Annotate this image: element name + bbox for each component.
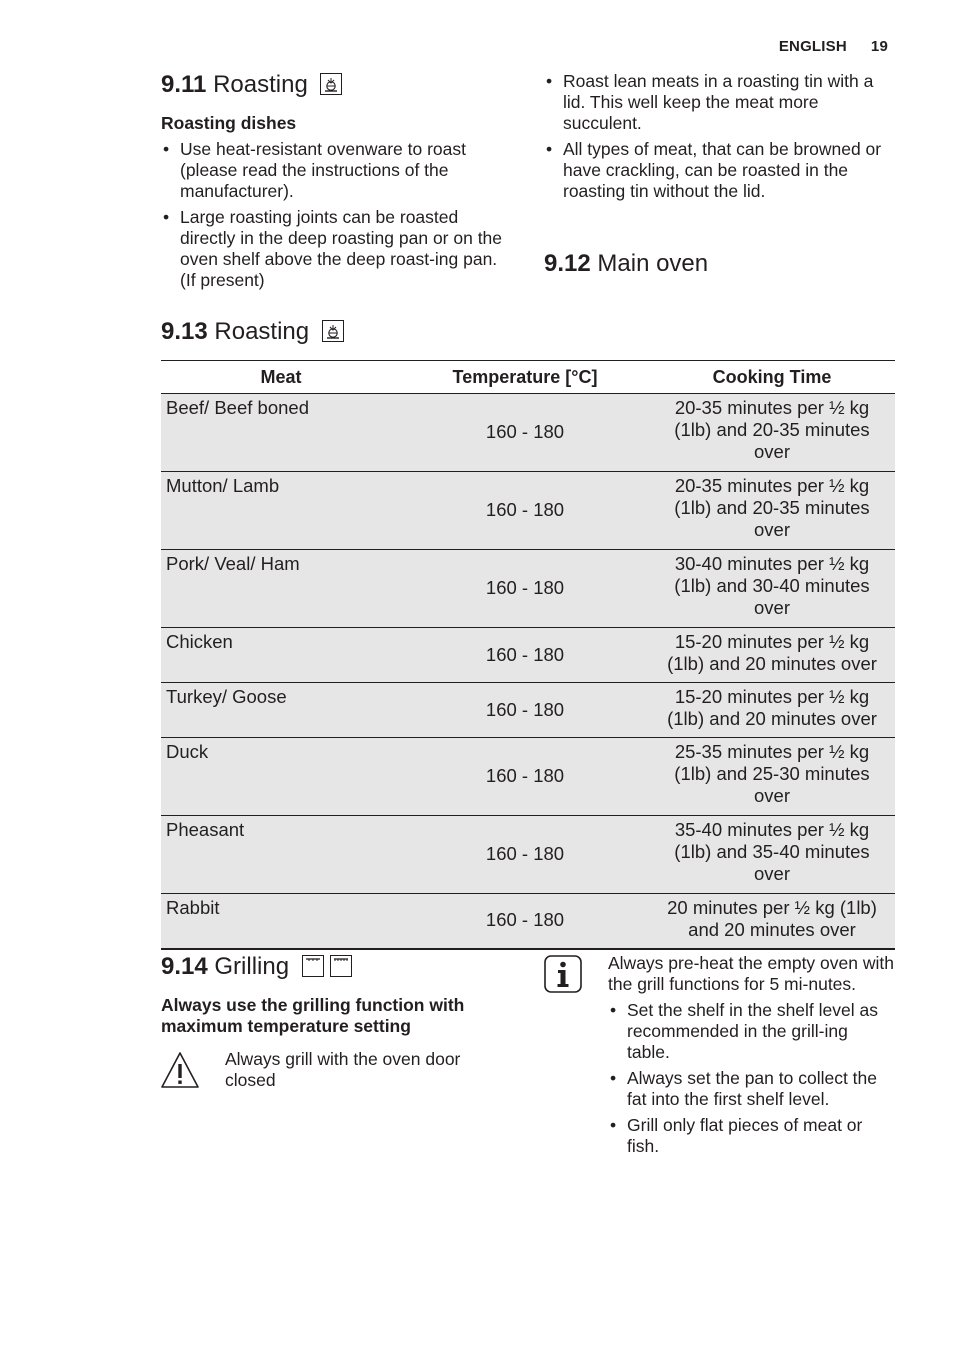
list-item: • Grill only flat pieces of meat or fish. <box>608 1115 894 1157</box>
grilling-subheading: Always use the grilling function with maximum temperature setting <box>161 995 465 1036</box>
section-9-13-title <box>161 318 344 346</box>
page-number: 19 <box>870 38 888 55</box>
meat-cell: Mutton/ Lamb <box>161 472 401 550</box>
temperature-cell: 160 - 180 <box>401 683 649 738</box>
list-item: • Always set the pan to collect the fat into the first shelf level. <box>608 1068 894 1110</box>
section-9-11 <box>161 71 511 296</box>
roasting-mode-icon <box>320 73 342 95</box>
info-icon <box>544 955 582 998</box>
meat-cell: Pork/ Veal/ Ham <box>161 550 401 628</box>
warning-icon <box>159 1050 201 1095</box>
meat-cell: Rabbit <box>161 894 401 949</box>
table-row <box>161 738 895 816</box>
meat-cell: Chicken <box>161 628 401 683</box>
list-item: • Use heat-resistant ovenware to roast (please read the instructions of the manufacturer). <box>161 139 511 202</box>
grill-mode-icon <box>302 955 324 977</box>
temperature-cell: 160 - 180 <box>401 472 649 550</box>
table-header-row <box>161 361 895 394</box>
cooking-time-cell: 15-20 minutes per ½ kg (1lb) and 20 minutes over <box>649 683 895 738</box>
section-title: Main oven <box>597 250 709 277</box>
info-note <box>608 953 894 1162</box>
table-row <box>161 472 895 550</box>
list-item: • All types of meat, that can be browned or have crackling, can be roasted in the roasting tin without the lid. <box>544 139 891 202</box>
section-title: Roasting <box>214 318 310 345</box>
section-number: 9.11 <box>161 71 207 98</box>
cooking-time-cell: 20 minutes per ½ kg (1lb) and 20 minutes over <box>649 894 895 949</box>
section-9-12-title <box>544 250 708 278</box>
page-header <box>779 38 888 55</box>
temperature-cell: 160 - 180 <box>401 894 649 949</box>
temperature-cell: 160 - 180 <box>401 394 649 472</box>
roasting-tips <box>544 71 891 207</box>
cooking-time-cell: 15-20 minutes per ½ kg (1lb) and 20 minutes over <box>649 628 895 683</box>
table-row <box>161 394 895 472</box>
warning-note <box>225 1049 510 1091</box>
column-header-meat: Meat <box>161 361 401 394</box>
roasting-dishes-list <box>161 139 511 291</box>
list-item: • Large roasting joints can be roasted directly in the deep roasting pan or on the oven shelf above the deep roast-ing pan. (If present) <box>161 207 511 291</box>
cooking-time-cell: 25-35 minutes per ½ kg (1lb) and 25-30 minutes over <box>649 738 895 816</box>
column-header-temperature: Temperature [°C] <box>401 361 649 394</box>
table-row <box>161 550 895 628</box>
warning-text: Always grill with the oven door closed <box>225 1049 461 1090</box>
temperature-cell: 160 - 180 <box>401 738 649 816</box>
meat-cell: Beef/ Beef boned <box>161 394 401 472</box>
full-grill-mode-icon <box>330 955 352 977</box>
meat-cell: Turkey/ Goose <box>161 683 401 738</box>
meat-cell: Pheasant <box>161 816 401 894</box>
section-title: Grilling <box>214 953 290 980</box>
roasting-dishes-subheading: Roasting dishes <box>161 113 297 133</box>
roasting-table <box>161 360 895 950</box>
section-number: 9.12 <box>544 250 591 277</box>
cooking-time-cell: 35-40 minutes per ½ kg (1lb) and 35-40 minutes over <box>649 816 895 894</box>
temperature-cell: 160 - 180 <box>401 628 649 683</box>
table-row <box>161 894 895 949</box>
table-row <box>161 628 895 683</box>
table-row <box>161 816 895 894</box>
section-number: 9.13 <box>161 318 208 345</box>
meat-cell: Duck <box>161 738 401 816</box>
section-9-13 <box>161 318 344 346</box>
cooking-time-cell: 20-35 minutes per ½ kg (1lb) and 20-35 minutes over <box>649 394 895 472</box>
section-9-11-title <box>161 71 511 99</box>
grilling-tips-list <box>608 1000 894 1157</box>
section-title: Roasting <box>213 71 308 98</box>
table-row <box>161 683 895 738</box>
cooking-time-cell: 20-35 minutes per ½ kg (1lb) and 20-35 minutes over <box>649 472 895 550</box>
column-header-cooking-time: Cooking Time <box>649 361 895 394</box>
list-item: • Set the shelf in the shelf level as recommended in the grill-ing table. <box>608 1000 894 1063</box>
list-item: • Roast lean meats in a roasting tin with a lid. This well keep the meat more succulent. <box>544 71 891 134</box>
section-9-14 <box>161 953 506 1037</box>
temperature-cell: 160 - 180 <box>401 816 649 894</box>
section-9-12 <box>544 250 708 278</box>
section-number: 9.14 <box>161 953 208 980</box>
roasting-mode-icon <box>322 320 344 342</box>
section-9-14-title <box>161 953 506 981</box>
info-text: Always pre-heat the empty oven with the grill functions for 5 mi-nutes. <box>608 953 894 994</box>
temperature-cell: 160 - 180 <box>401 550 649 628</box>
roasting-tips-list <box>544 71 891 202</box>
language-label: ENGLISH <box>778 38 847 55</box>
cooking-time-cell: 30-40 minutes per ½ kg (1lb) and 30-40 minutes over <box>649 550 895 628</box>
